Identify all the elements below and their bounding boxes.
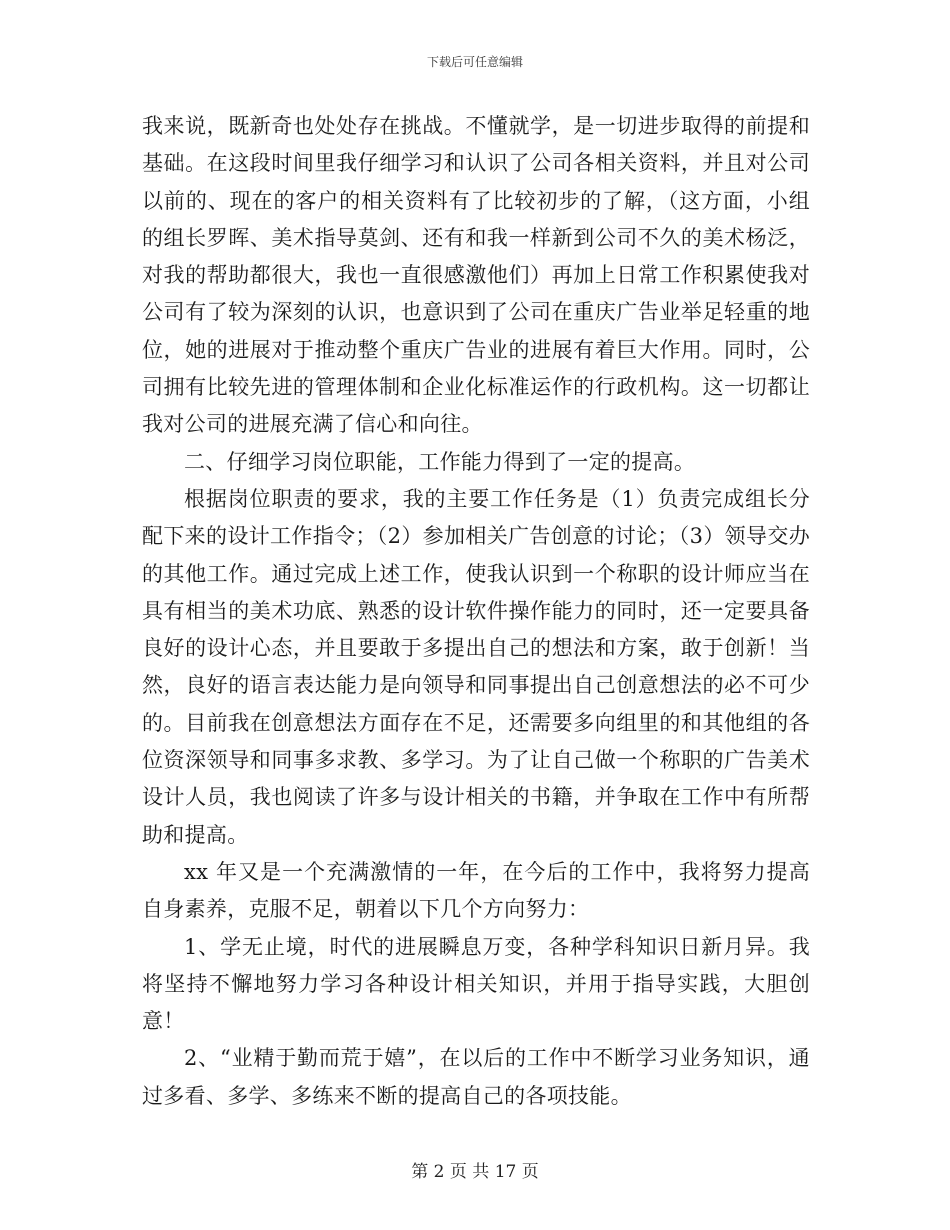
paragraph-goal-two: 2、“业精于勤而荒于嬉”，在以后的工作中不断学习业务知识，通过多看、多学、多练来不断的提高自己的各项技能。 (142, 1046, 810, 1108)
page-number-footer: 第 2 页 共 17 页 (411, 1162, 539, 1182)
page-header: 下载后可任意编辑 (426, 55, 523, 69)
paragraph-goal-one: 1、学无止境，时代的进展瞬息万变，各种学科知识日新月异。我将坚持不懈地努力学习各种设计相关知识，并用于指导实践，大胆创意！ (142, 934, 810, 1034)
document-body (142, 108, 810, 1115)
paragraph-section-two-heading: 二、仔细学习岗位职能，工作能力得到了一定的提高。 (184, 449, 696, 474)
paragraph-next-year-goals: xx 年又是一个充满激情的一年，在今后的工作中，我将努力提高自身素养，克服不足，朝着以下几个方向努力： (142, 859, 810, 922)
paragraph-company-intro: 我来说，既新奇也处处存在挑战。不懂就学，是一切进步取得的前提和基础。在这段时间里我仔细学习和认识了公司各相关资料，并且对公司以前的、现在的客户的相关资料有了比较初步的了解，（这方面，小组的组长罗晖、美术指导莫剑、还有和我一样新到公司不久的美术杨泛，对我的帮助都很大，我也一直很感激他们）再加上日常工作积累使我对公司有了较为深刻的认识，也意识到了公司在重庆广告业举足轻重的地位，她的进展对于推动整个重庆广告业的进展有着巨大作用。同时，公司拥有比较先进的管理体制和企业化标准运作的行政机构。这一切都让我对公司的进展充满了信心和向往。 (142, 114, 810, 437)
paragraph-job-duties: 根据岗位职责的要求，我的主要工作任务是（1）负责完成组长分配下来的设计工作指令；（2）参加相关广告创意的讨论；（3）领导交办的其他工作。通过完成上述工作，使我认识到一个称职的设计师应当在具有相当的美术功底、熟悉的设计软件操作能力的同时，还一定要具备良好的设计心态，并且要敢于多提出自己的想法和方案，敢于创新！当然，良好的语言表达能力是向领导和同事提出自己创意想法的必不可少的。目前我在创意想法方面存在不足，还需要多向组里的和其他组的各位资深领导和同事多求教、多学习。为了让自己做一个称职的广告美术设计人员，我也阅读了许多与设计相关的书籍，并争取在工作中有所帮助和提高。 (142, 486, 810, 847)
